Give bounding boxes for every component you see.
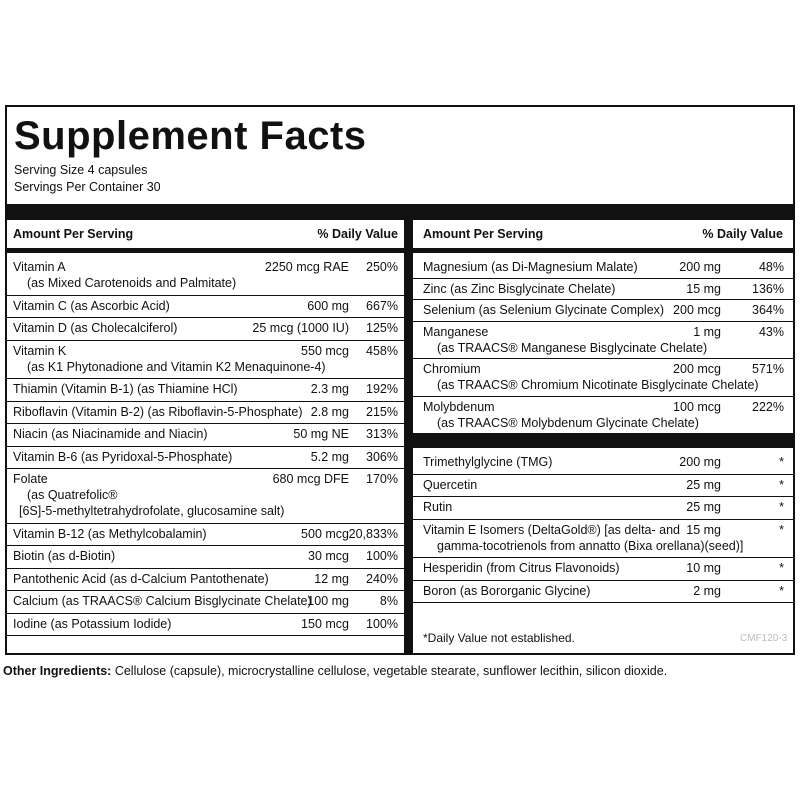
nutrient-amount: 600 mg	[307, 298, 349, 313]
nutrient-name: Folate	[13, 472, 48, 486]
serving-size: Serving Size 4 capsules	[14, 163, 148, 177]
nutrient-name: Vitamin D (as Cholecalciferol)	[13, 321, 178, 335]
nutrient-daily-value: 100%	[366, 549, 398, 563]
nutrient-daily-value: *	[779, 477, 784, 492]
nutrient-source: gamma-tocotrienols from annatto (Bixa orellana)(seed)]	[437, 538, 744, 553]
nutrient-source: (as Mixed Carotenoids and Palmitate)	[27, 276, 237, 290]
nutrient-row	[7, 296, 404, 319]
nutrient-name: Vitamin C (as Ascorbic Acid)	[13, 298, 170, 313]
nutrient-daily-value: *	[779, 455, 784, 469]
nutrient-row	[413, 558, 793, 581]
header-dv: % Daily Value	[702, 227, 783, 241]
nutrient-daily-value: 170%	[366, 472, 398, 486]
nutrient-row	[413, 257, 793, 279]
nutrient-daily-value: *	[779, 522, 784, 537]
nutrient-row	[7, 379, 404, 402]
nutrient-daily-value: *	[779, 583, 784, 598]
nutrient-row	[413, 581, 793, 604]
nutrient-daily-value: *	[779, 500, 784, 514]
nutrient-amount: 200 mcg	[673, 303, 721, 317]
other-ingredients-label: Other Ingredients:	[3, 664, 112, 678]
nutrient-daily-value: 100%	[366, 616, 398, 631]
nutrient-name: Boron (as Bororganic Glycine)	[423, 583, 591, 598]
nutrient-daily-value: 20,833%	[348, 526, 398, 541]
nutrient-daily-value: 313%	[366, 427, 398, 441]
nutrient-name: Trimethylglycine (TMG)	[423, 455, 553, 469]
nutrient-amount: 15 mg	[686, 281, 721, 296]
nutrient-row	[413, 497, 793, 520]
nutrient-daily-value: 458%	[366, 343, 398, 358]
left-header	[7, 220, 404, 253]
nutrient-source: (as TRAACS® Molybdenum Glycinate Chelate)	[437, 415, 699, 430]
nutrient-daily-value: 571%	[752, 362, 784, 376]
right-header	[413, 220, 793, 253]
nutrient-amount: 1 mg	[693, 324, 721, 339]
nutrient-row	[7, 318, 404, 341]
nutrient-row	[413, 359, 793, 397]
nutrient-row	[7, 469, 404, 524]
nutrient-row	[7, 591, 404, 614]
nutrient-source: [6S]-5-methyltetrahydrofolate, glucosamine salt)	[19, 504, 285, 518]
nutrient-daily-value: 192%	[366, 382, 398, 396]
nutrient-name: Rutin	[423, 500, 453, 514]
nutrient-row	[7, 447, 404, 470]
nutrient-name: Calcium (as TRAACS® Calcium Bisglycinate Chelate)	[13, 594, 312, 608]
nutrient-name: Hesperidin (from Citrus Flavonoids)	[423, 561, 620, 575]
panel-title: Supplement Facts	[14, 114, 367, 158]
nutrient-amount: 200 mg	[679, 260, 721, 274]
nutrient-amount: 25 mcg (1000 IU)	[252, 321, 349, 335]
nutrient-amount: 50 mg NE	[293, 427, 349, 441]
nutrient-amount: 550 mcg	[301, 343, 349, 358]
nutrient-row	[7, 614, 404, 637]
nutrient-amount: 2.8 mg	[310, 404, 349, 419]
nutrient-name: Thiamin (Vitamin B-1) (as Thiamine HCl)	[13, 382, 238, 396]
nutrient-daily-value: 125%	[366, 321, 398, 335]
thick-rule	[7, 204, 793, 220]
nutrient-row	[413, 397, 793, 435]
nutrient-amount: 25 mg	[686, 477, 721, 492]
nutrient-name: Selenium (as Selenium Glycinate Complex)	[423, 303, 665, 317]
nutrient-row	[7, 341, 404, 380]
nutrient-row	[413, 452, 793, 475]
nutrient-amount: 2250 mcg RAE	[264, 260, 349, 274]
nutrient-source: (as TRAACS® Chromium Nicotinate Bisglycinate Chelate)	[437, 378, 759, 392]
nutrient-amount: 680 mcg DFE	[272, 472, 349, 486]
nutrient-amount: 150 mcg	[301, 616, 349, 631]
nutrient-daily-value: 48%	[758, 260, 784, 274]
nutrient-name: Iodine (as Potassium Iodide)	[13, 616, 172, 631]
nutrient-row	[7, 569, 404, 592]
nutrient-name: Niacin (as Niacinamide and Niacin)	[13, 427, 208, 441]
nutrient-amount: 2 mg	[693, 583, 721, 598]
nutrient-amount: 25 mg	[686, 500, 721, 514]
header-dv: % Daily Value	[317, 227, 398, 241]
nutrient-amount: 12 mg	[314, 571, 349, 586]
nutrient-name: Quercetin	[423, 477, 478, 492]
nutrient-daily-value: 136%	[752, 281, 784, 296]
nutrient-name: Vitamin B-12 (as Methylcobalamin)	[13, 526, 207, 541]
nutrient-amount: 200 mg	[679, 455, 721, 469]
nutrient-amount: 500 mcg	[301, 526, 349, 541]
nutrient-daily-value: *	[779, 561, 784, 575]
nutrient-row	[413, 279, 793, 301]
nutrient-row	[413, 520, 793, 559]
nutrient-name: Zinc (as Zinc Bisglycinate Chelate)	[423, 281, 616, 296]
nutrient-name: Chromium	[423, 362, 481, 376]
nutrient-amount: 100 mg	[307, 594, 349, 608]
nutrient-row	[413, 300, 793, 322]
nutrient-row	[7, 257, 404, 296]
nutrient-daily-value: 43%	[758, 324, 784, 339]
nutrient-name: Vitamin A	[13, 260, 66, 274]
nutrient-amount: 15 mg	[686, 522, 721, 537]
nutrient-amount: 100 mcg	[673, 399, 721, 414]
section-rule	[413, 434, 793, 448]
nutrient-amount: 5.2 mg	[310, 449, 349, 464]
nutrient-daily-value: 364%	[752, 303, 784, 317]
nutrient-daily-value: 222%	[752, 399, 784, 414]
nutrient-row	[413, 322, 793, 360]
nutrient-amount: 10 mg	[686, 561, 721, 575]
product-code: CMF120-3	[740, 633, 788, 644]
nutrient-daily-value: 8%	[379, 594, 398, 608]
nutrient-source: (as TRAACS® Manganese Bisglycinate Chelate)	[437, 340, 708, 355]
other-ingredients-text: Cellulose (capsule), microcrystalline cellulose, vegetable stearate, sunflower lecithin, silicon dioxide.	[111, 664, 668, 678]
servings-per-container: Servings Per Container 30	[14, 180, 161, 194]
nutrient-name: Vitamin K	[13, 343, 67, 358]
header-amount: Amount Per Serving	[423, 227, 544, 241]
column-divider	[404, 204, 413, 653]
left-column	[7, 220, 404, 636]
nutrient-amount: 30 mcg	[308, 549, 349, 563]
nutrient-daily-value: 215%	[366, 404, 398, 419]
nutrient-amount: 2.3 mg	[310, 382, 349, 396]
footnote: *Daily Value not established.	[423, 631, 575, 645]
other-ingredients	[3, 664, 667, 678]
nutrient-row	[413, 475, 793, 498]
nutrient-source: (as K1 Phytonadione and Vitamin K2 Menaquinone-4)	[27, 359, 326, 374]
nutrient-daily-value: 667%	[366, 298, 398, 313]
right-column	[413, 220, 793, 603]
nutrient-name: Riboflavin (Vitamin B-2) (as Riboflavin-5-Phosphate)	[13, 404, 303, 419]
nutrient-name: Molybdenum	[423, 399, 495, 414]
nutrient-daily-value: 306%	[366, 449, 398, 464]
header-amount: Amount Per Serving	[13, 227, 134, 241]
nutrient-name: Vitamin B-6 (as Pyridoxal-5-Phosphate)	[13, 449, 233, 464]
nutrient-name: Manganese	[423, 324, 489, 339]
nutrient-name: Vitamin E Isomers (DeltaGold®) [as delta- and	[423, 522, 681, 537]
nutrient-name: Pantothenic Acid (as d-Calcium Pantothenate)	[13, 571, 269, 586]
nutrient-row	[7, 402, 404, 425]
nutrient-source: (as Quatrefolic®	[27, 488, 118, 502]
nutrient-daily-value: 250%	[366, 260, 398, 274]
nutrient-row	[7, 546, 404, 569]
nutrient-daily-value: 240%	[366, 571, 398, 586]
nutrient-row	[7, 424, 404, 447]
nutrient-name: Biotin (as d-Biotin)	[13, 549, 116, 563]
nutrient-name: Magnesium (as Di-Magnesium Malate)	[423, 260, 638, 274]
nutrient-row	[7, 524, 404, 547]
nutrient-amount: 200 mcg	[673, 362, 721, 376]
